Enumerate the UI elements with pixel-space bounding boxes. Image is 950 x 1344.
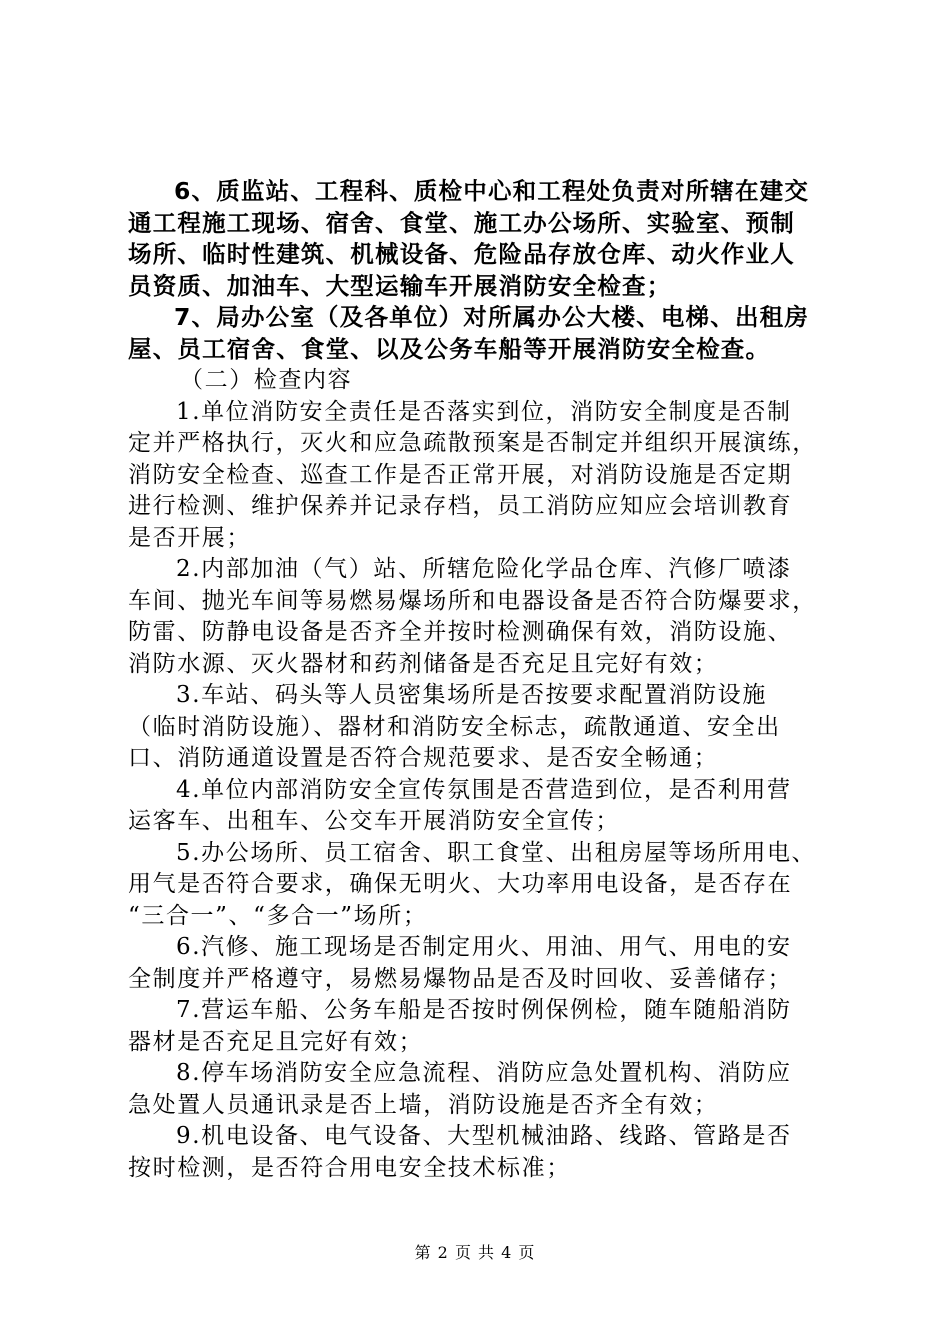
item-9-line-1: 9.机电设备、电气设备、大型机械油路、线路、管路是否 (176, 1123, 792, 1149)
item-5-line-3: “三合一”、“多合一”场所； (128, 902, 428, 929)
paragraph-7-line-2: 屋、员工宿舍、食堂、以及公务车船等开展消防安全检查。 (128, 334, 771, 363)
document-body (128, 176, 828, 1184)
item-2-line-4: 消防水源、灭火器材和药剂储备是否充足且完好有效； (128, 650, 719, 677)
item-9-line-2: 按时检测，是否符合用电安全技术标准； (128, 1154, 571, 1181)
item-6-line-2: 全制度并严格遵守，易燃易爆物品是否及时回收、妥善储存； (128, 965, 793, 992)
item-5-line-1: 5.办公场所、员工宿舍、职工食堂、出租房屋等场所用电、 (176, 839, 817, 866)
item-8-line-1: 8.停车场消防安全应急流程、消防应急处置机构、消防应 (176, 1060, 792, 1086)
paragraph-6-line-2: 通工程施工现场、宿舍、食堂、施工办公场所、实验室、预制 (128, 208, 795, 237)
item-5-line-2: 用气是否符合要求，确保无明火、大功率用电设备，是否存在 (128, 871, 793, 897)
item-4-line-2: 运客车、出租车、公交车开展消防安全宣传； (128, 808, 620, 834)
item-2-line-3: 防雷、防静电设备是否齐全并按时检测确保有效，消防设施、 (128, 619, 793, 645)
item-3-line-1: 3.车站、码头等人员密集场所是否按要求配置消防设施 (176, 682, 767, 708)
item-7-line-1: 7.营运车船、公务车船是否按时例保例检，随车随船消防 (176, 997, 792, 1023)
item-1-line-2: 定并严格执行，灭火和应急疏散预案是否制定并组织开展演练， (128, 430, 817, 456)
paragraph-7-line-1: 7、局办公室（及各单位）对所属办公大楼、电梯、出租房 (174, 303, 810, 331)
page-footer: 第 2 页 共 4 页 (414, 1243, 536, 1262)
item-1-line-5: 是否开展； (128, 524, 251, 551)
item-1-line-1: 1.单位消防安全责任是否落实到位，消防安全制度是否制 (176, 398, 792, 425)
paragraph-6-line-4: 员资质、加油车、大型运输车开展消防安全检查； (128, 271, 672, 300)
item-6-line-1: 6.汽修、施工现场是否制定用火、用油、用气、用电的安 (176, 934, 792, 960)
section-heading: （二）检查内容 (180, 367, 353, 393)
item-2-line-1: 2.内部加油（气）站、所辖危险化学品仓库、汽修厂喷漆 (176, 556, 792, 582)
item-8-line-2: 急处置人员通讯录是否上墙，消防设施是否齐全有效； (128, 1091, 719, 1118)
item-3-line-2: （临时消防设施）、器材和消防安全标志，疏散通道、安全出 (128, 713, 781, 740)
item-7-line-2: 器材是否充足且完好有效； (128, 1028, 424, 1055)
item-2-line-2: 车间、抛光车间等易燃易爆场所和电器设备是否符合防爆要求， (128, 587, 817, 614)
item-4-line-1: 4.单位内部消防安全宣传氛围是否营造到位，是否利用营 (176, 776, 792, 803)
item-1-line-3: 消防安全检查、巡查工作是否正常开展，对消防设施是否定期 (128, 461, 793, 488)
paragraph-6-line-3: 场所、临时性建筑、机械设备、危险品存放仓库、动火作业人 (128, 240, 795, 268)
paragraph-6-line-1: 6、质监站、工程科、质检中心和工程处负责对所辖在建交 (174, 177, 810, 205)
item-1-line-4: 进行检测、维护保养并记录存档，员工消防应知应会培训教育 (128, 493, 793, 519)
item-3-line-3: 口、消防通道设置是否符合规范要求、是否安全畅通； (128, 745, 719, 771)
